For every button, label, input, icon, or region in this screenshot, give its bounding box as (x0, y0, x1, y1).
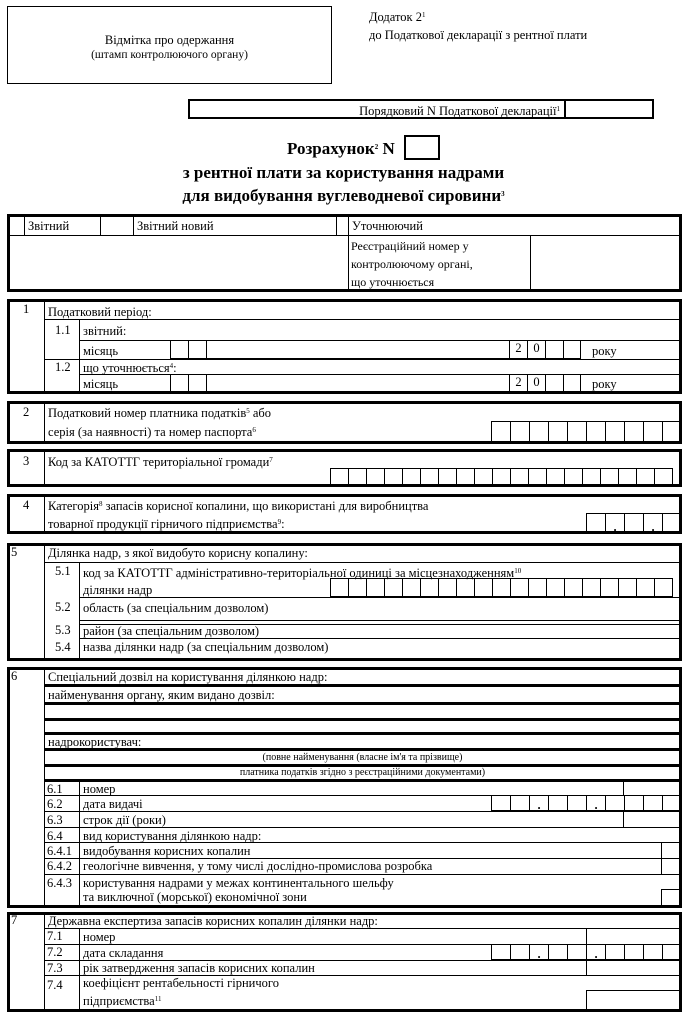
date-cell[interactable] (529, 795, 548, 811)
katottg-cell[interactable] (582, 468, 600, 486)
geological-study-checkbox[interactable] (663, 860, 680, 873)
region-input[interactable] (330, 599, 680, 618)
sub-1-1-year-label: року (592, 344, 617, 358)
section-2-label-2: серія (за наявності) та номер паспорта$^6$ (48, 425, 256, 439)
sub-6-4-label: вид користування ділянкою надр: (83, 829, 262, 843)
section-7-num: 7 (11, 913, 18, 927)
plot-katottg-cell[interactable] (456, 578, 474, 597)
section-2-label-1: Податковий номер платника податків$^5$ або (48, 406, 272, 420)
plot-katottg-cell[interactable] (438, 578, 456, 597)
year-cell[interactable]: 0 (527, 340, 545, 359)
year-cell[interactable] (545, 340, 563, 359)
sub-7-3-label: рік затвердження запасів корисних копалин (83, 961, 315, 975)
date-cell[interactable] (510, 795, 529, 811)
tax-number-cell[interactable] (548, 421, 567, 442)
issuer-input-1[interactable] (46, 705, 680, 717)
plot-katottg-cell[interactable] (528, 578, 546, 597)
report-type-checkbox-clarifying[interactable] (338, 217, 347, 234)
katottg-cell[interactable] (654, 468, 673, 486)
month-cell[interactable] (188, 374, 206, 393)
katottg-cell[interactable] (528, 468, 546, 486)
plot-name-input[interactable] (330, 640, 680, 659)
report-type-new: Звітний новий (137, 219, 214, 233)
category-cell[interactable] (662, 513, 681, 533)
sub-6-2-num: 6.2 (47, 797, 63, 811)
date-cell[interactable] (662, 795, 681, 811)
validity-years-input[interactable] (625, 813, 680, 826)
sub-6-4-3-num: 6.4.3 (47, 876, 72, 890)
katottg-cell[interactable] (438, 468, 456, 486)
tax-number-cell[interactable] (662, 421, 681, 442)
date-cell[interactable] (510, 944, 529, 960)
sub-6-4-3-label-2: та виключної (морської) економічної зони (83, 890, 307, 904)
plot-katottg-cells (330, 578, 673, 597)
year-cell[interactable]: 0 (527, 374, 545, 393)
katottg-cell[interactable] (618, 468, 636, 486)
section-6-label: Спеціальний дозвіл на користування ділянкою надр: (48, 670, 328, 684)
sub-5-3-label: район (за спеціальним дозволом) (83, 624, 260, 638)
month-cell[interactable] (170, 340, 188, 359)
plot-katottg-cell[interactable] (510, 578, 528, 597)
profitability-coefficient-input[interactable] (586, 990, 681, 1011)
sub-6-4-num: 6.4 (47, 829, 63, 843)
category-cell[interactable] (605, 513, 624, 533)
sub-6-4-1-label: видобування корисних копалин (83, 844, 251, 858)
category-cell[interactable] (624, 513, 643, 533)
sub-6-1-num: 6.1 (47, 782, 63, 796)
sub-5-3-num: 5.3 (55, 623, 71, 637)
mining-checkbox[interactable] (663, 844, 680, 857)
sub-7-2-num: 7.2 (47, 945, 63, 959)
plot-katottg-cell[interactable] (402, 578, 420, 597)
katottg-cell[interactable] (636, 468, 654, 486)
sub-7-1-num: 7.1 (47, 929, 63, 943)
tax-number-cell[interactable] (624, 421, 643, 442)
plot-katottg-cell[interactable] (582, 578, 600, 597)
katottg-cell[interactable] (330, 468, 348, 486)
sub-1-1-label: звітний: (83, 324, 127, 338)
date-cell[interactable] (586, 795, 605, 811)
calc-subtitle-1: з рентної плати за користування надрами (182, 163, 505, 182)
katottg-cell[interactable] (456, 468, 474, 486)
sub-1-1-month-cells (170, 340, 581, 359)
date-cell[interactable] (491, 795, 510, 811)
tax-number-cell[interactable] (605, 421, 624, 442)
calc-number-input[interactable] (404, 135, 440, 160)
issuer-label: найменування органу, яким видано дозвіл: (48, 688, 275, 702)
sub-7-2-label: дата складання (83, 946, 164, 960)
katottg-cell[interactable] (492, 468, 510, 486)
tax-number-cell[interactable] (586, 421, 605, 442)
katottg-cell[interactable] (564, 468, 582, 486)
sub-6-4-2-num: 6.4.2 (47, 859, 72, 873)
sub-7-4-label-1: коефіцієнт рентабельності гірничого (83, 976, 279, 990)
section-1-label: Податковий період: (48, 305, 152, 319)
date-cell[interactable] (586, 944, 605, 960)
plot-katottg-cell[interactable] (384, 578, 402, 597)
month-cell[interactable] (170, 374, 188, 393)
annex-subtitle: до Податкової декларації з рентної плати (369, 28, 588, 42)
declaration-number-label: Порядковий N Податкової декларації$^1$ (359, 104, 560, 118)
sub-5-2-num: 5.2 (55, 600, 71, 614)
katottg-cell[interactable] (384, 468, 402, 486)
sub-5-4-num: 5.4 (55, 640, 71, 654)
section-3-label: Код за КАТОТТГ територіальної громади$^7$ (48, 455, 273, 469)
date-cell[interactable] (643, 944, 662, 960)
katottg-cell[interactable] (600, 468, 618, 486)
sub-6-1-label: номер (83, 782, 116, 796)
sub-7-4-label-2: підприємства$^{11}$ (83, 994, 162, 1008)
shelf-checkbox[interactable] (661, 889, 681, 907)
sub-5-1-label-1: код за КАТОТТГ адміністративно-територіальної одиниці за місцезнаходженням$^{10}$ (83, 566, 522, 580)
section-5-num: 5 (11, 545, 18, 559)
declaration-number-input[interactable] (564, 101, 652, 117)
tax-number-cell[interactable] (491, 421, 510, 442)
katottg-cells (330, 468, 673, 486)
sub-7-3-num: 7.3 (47, 961, 63, 975)
katottg-cell[interactable] (546, 468, 564, 486)
spacer (206, 374, 509, 393)
sub-1-2-month-cells (170, 374, 581, 393)
tax-number-cells (491, 421, 681, 442)
plot-katottg-cell[interactable] (420, 578, 438, 597)
section-4-label-1: Категорія$^8$ запасів корисної копалини, що використані для виробництва (48, 499, 429, 513)
sub-7-4-num: 7.4 (47, 978, 63, 992)
section-1-num: 1 (23, 302, 30, 316)
plot-katottg-cell[interactable] (636, 578, 654, 597)
date-cell[interactable] (624, 944, 643, 960)
date-cell[interactable] (605, 944, 624, 960)
permit-number-input[interactable] (625, 781, 680, 794)
calc-subtitle-2: для видобування вуглеводневої сировини$^3$ (182, 186, 505, 205)
issue-date-cells (491, 795, 681, 811)
date-cell[interactable] (624, 795, 643, 811)
expertise-date-cells (491, 944, 681, 960)
year-cell[interactable] (563, 340, 581, 359)
sub-6-4-2-label: геологічне вивчення, у тому числі дослідно-промислова розробка (83, 859, 433, 873)
plot-katottg-cell[interactable] (600, 578, 618, 597)
katottg-cell[interactable] (402, 468, 420, 486)
district-input[interactable] (330, 625, 680, 637)
reg-number-label-1: Реєстраційний номер у (351, 239, 469, 253)
date-cell[interactable] (605, 795, 624, 811)
spacer (206, 340, 509, 359)
section-2-num: 2 (23, 405, 30, 419)
sub-1-1-num: 1.1 (55, 323, 71, 337)
section-6-num: 6 (11, 669, 18, 683)
sub-5-4-label: назва ділянки надр (за спеціальним дозволом) (83, 640, 329, 654)
plot-katottg-cell[interactable] (618, 578, 636, 597)
section-3-num: 3 (23, 454, 30, 468)
date-cell[interactable] (529, 944, 548, 960)
date-cell[interactable] (643, 795, 662, 811)
reg-number-label-3: що уточнюється (351, 275, 435, 289)
subsoil-user-label: надрокористувач: (48, 735, 142, 749)
year-cell[interactable]: 2 (509, 340, 527, 359)
plot-katottg-cell[interactable] (474, 578, 492, 597)
section-4-num: 4 (23, 498, 30, 512)
sub-5-1-label-2: ділянки надр (83, 583, 153, 597)
tax-number-cell[interactable] (529, 421, 548, 442)
category-cell[interactable] (586, 513, 605, 533)
report-type-reporting: Звітний (28, 219, 70, 233)
tax-number-cell[interactable] (643, 421, 662, 442)
date-cell[interactable] (567, 795, 586, 811)
sub-5-1-num: 5.1 (55, 564, 71, 578)
reg-number-input[interactable] (532, 237, 680, 290)
stamp-hint: (штамп контролюючого органу) (91, 49, 248, 61)
subsoil-user-hint-1: (повне найменування (власне ім'я та прізвище) (262, 752, 463, 763)
report-type-checkbox-reporting[interactable] (10, 217, 23, 234)
katottg-cell[interactable] (366, 468, 384, 486)
approval-year-input[interactable] (588, 962, 680, 974)
plot-katottg-cell[interactable] (654, 578, 673, 597)
sub-5-2-label: область (за спеціальним дозволом) (83, 601, 269, 615)
sub-7-1-label: номер (83, 930, 116, 944)
year-cell[interactable] (545, 374, 563, 393)
sub-6-4-3-label-1: користування надрами у межах континентального шельфу (83, 876, 394, 890)
category-cells (586, 513, 681, 533)
plot-katottg-cell[interactable] (492, 578, 510, 597)
sub-1-2-year-label: року (592, 377, 617, 391)
sub-6-2-label: дата видачі (83, 797, 143, 811)
report-type-clarifying: Уточнюючий (352, 219, 423, 233)
month-cell[interactable] (188, 340, 206, 359)
subsoil-user-hint-2: платника податків згідно з реєстраційними документами) (239, 767, 486, 778)
receipt-stamp-box (7, 6, 332, 84)
calc-title: Розрахунок$^2$ N (287, 139, 395, 158)
date-cell[interactable] (662, 944, 681, 960)
plot-katottg-cell[interactable] (564, 578, 582, 597)
reg-number-label-2: контролюючому органі, (351, 257, 473, 271)
sub-6-3-num: 6.3 (47, 813, 63, 827)
section-7-label: Державна експертиза запасів корисних копалин ділянки надр: (48, 914, 378, 928)
plot-katottg-cell[interactable] (546, 578, 564, 597)
katottg-cell[interactable] (348, 468, 366, 486)
date-cell[interactable] (548, 795, 567, 811)
annex-title: Додаток $2^1$ (369, 10, 426, 24)
katottg-cell[interactable] (510, 468, 528, 486)
date-cell[interactable] (548, 944, 567, 960)
declaration-number-row (188, 99, 654, 119)
date-cell[interactable] (567, 944, 586, 960)
section-4-label-2: товарної продукції гірничого підприємства$^9$: (48, 517, 285, 531)
plot-katottg-cell[interactable] (366, 578, 384, 597)
date-cell[interactable] (491, 944, 510, 960)
sub-1-2-label: що уточнюється$^4$: (83, 361, 177, 375)
katottg-cell[interactable] (474, 468, 492, 486)
katottg-cell[interactable] (420, 468, 438, 486)
year-cell[interactable]: 2 (509, 374, 527, 393)
category-cell[interactable] (643, 513, 662, 533)
plot-katottg-cell[interactable] (348, 578, 366, 597)
sub-1-2-num: 1.2 (55, 360, 71, 374)
report-type-checkbox-new[interactable] (102, 217, 132, 234)
issuer-input-2[interactable] (46, 721, 680, 732)
sub-6-4-1-num: 6.4.1 (47, 844, 72, 858)
year-cell[interactable] (563, 374, 581, 393)
sub-1-2-month-label: місяць (83, 377, 119, 391)
sub-6-3-label: строк дії (роки) (83, 813, 166, 827)
stamp-label: Відмітка про одержання (104, 33, 235, 47)
section-5-label: Ділянка надр, з якої видобуто корисну копалину: (48, 546, 308, 560)
tax-number-cell[interactable] (567, 421, 586, 442)
tax-number-cell[interactable] (510, 421, 529, 442)
expertise-number-input[interactable] (588, 930, 680, 943)
plot-katottg-cell[interactable] (330, 578, 348, 597)
sub-1-1-month-label: місяць (83, 344, 119, 358)
